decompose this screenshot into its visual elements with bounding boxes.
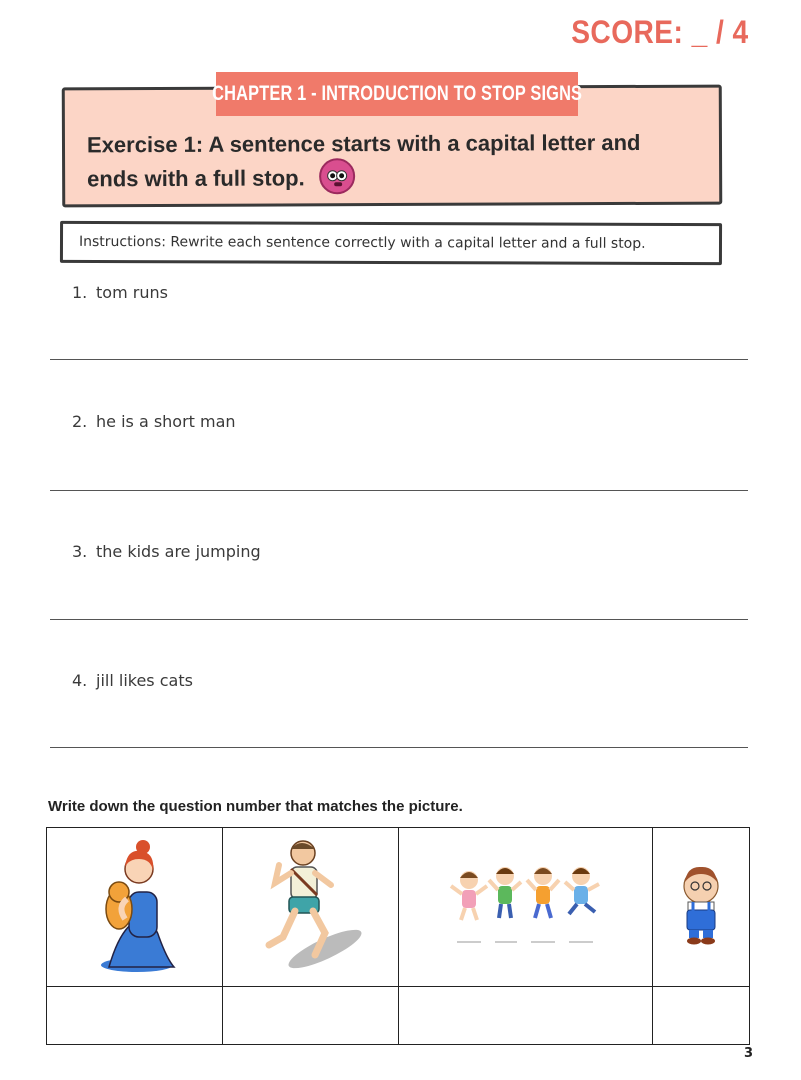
question-number: 4.: [72, 671, 88, 690]
question-number: 1.: [72, 283, 88, 302]
matching-heading: Write down the question number that matches the picture.: [48, 798, 463, 815]
answer-cell-4[interactable]: [653, 986, 750, 1044]
question-text: tom runs: [96, 283, 168, 302]
answer-cell-3[interactable]: [398, 986, 653, 1044]
matching-table: [46, 827, 750, 1045]
answer-line-1[interactable]: [50, 359, 748, 360]
answer-line-4[interactable]: [50, 747, 748, 748]
question-text: the kids are jumping: [96, 542, 261, 561]
picture-cell-3: [398, 828, 653, 987]
answer-cell-2[interactable]: [222, 986, 398, 1044]
surprised-face-icon: [319, 158, 355, 194]
answer-line-2[interactable]: [50, 490, 748, 491]
jumping-kids-picture: [445, 862, 605, 952]
question-number: 2.: [72, 412, 88, 431]
page-number: 3: [743, 1046, 753, 1061]
picture-cell-4: [653, 828, 750, 987]
short-man-picture: [671, 862, 731, 952]
girl-holding-cat-picture: [79, 837, 189, 977]
chapter-title-banner: [212, 72, 582, 116]
picture-cell-1: [47, 828, 223, 987]
question-4: [72, 671, 193, 690]
chapter-title: CHAPTER 1 - INTRODUCTION TO STOP SIGNS: [212, 82, 582, 105]
picture-cell-2: [222, 828, 398, 987]
score-label: SCORE: _ / 4: [571, 14, 749, 50]
answer-line-3[interactable]: [50, 619, 748, 620]
question-2: [72, 412, 236, 431]
question-text: he is a short man: [96, 412, 236, 431]
exercise-statement: [87, 126, 697, 199]
answer-cell-1[interactable]: [47, 986, 223, 1044]
exercise-text: Exercise 1: A sentence starts with a capital letter and ends with a full stop.: [86, 129, 641, 192]
question-text: jill likes cats: [96, 671, 193, 690]
question-1: [72, 283, 168, 302]
instructions-text: Instructions: Rewrite each sentence correctly with a capital letter and a full stop.: [78, 233, 646, 252]
question-3: [72, 542, 261, 561]
instructions-box: [60, 221, 722, 265]
question-number: 3.: [72, 542, 88, 561]
running-man-picture: [255, 837, 365, 977]
